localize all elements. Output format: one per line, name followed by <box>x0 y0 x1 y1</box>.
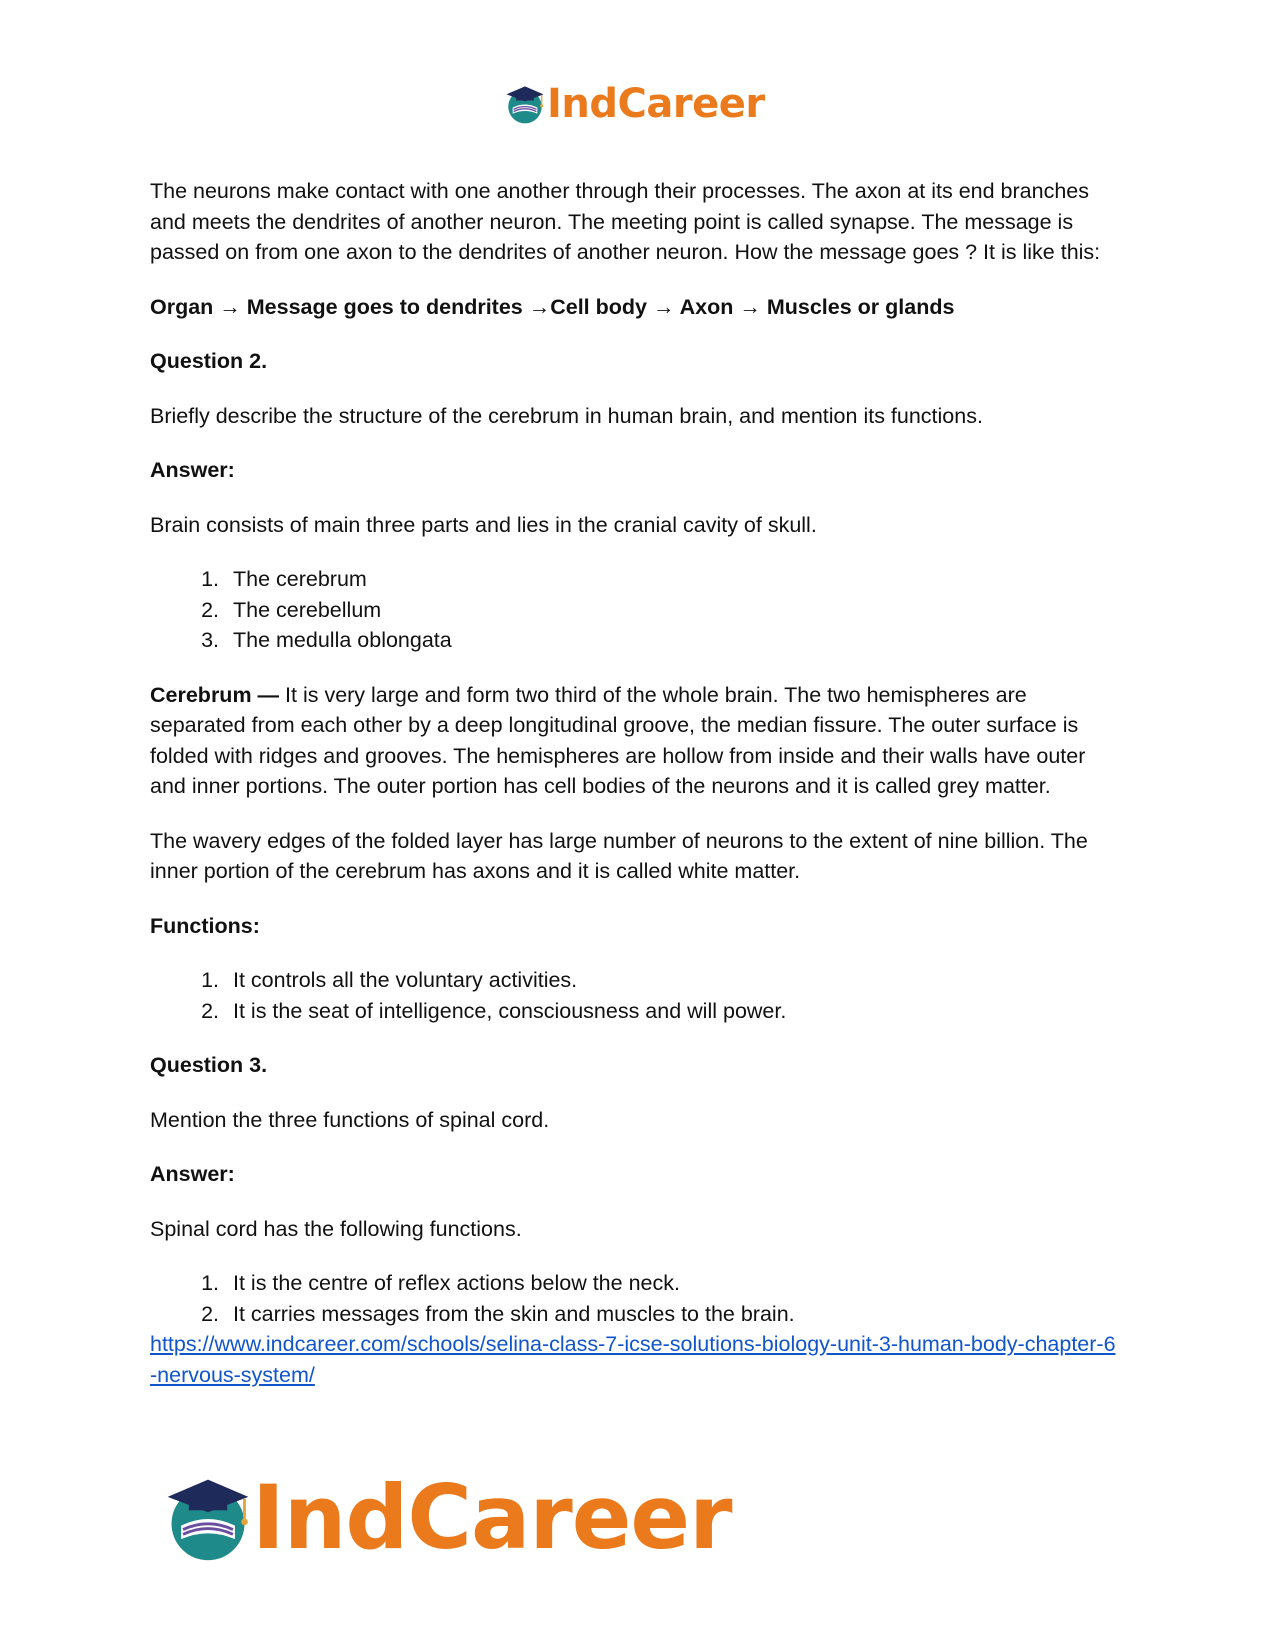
question-3-answer-intro: Spinal cord has the following functions. <box>150 1216 522 1241</box>
brand-name: IndCareer <box>547 81 765 127</box>
list-item: 2. It is the seat of intelligence, consciousness and will power. <box>225 996 1120 1027</box>
cerebrum-functions-list <box>150 965 1120 1026</box>
question-2-text: Briefly describe the structure of the cerebrum in human brain, and mention its functions. <box>150 403 983 428</box>
wavery-paragraph: The wavery edges of the folded layer has large number of neurons to the extent of nine billion. The inner portion of the cerebrum has axons and it is called white matter. <box>150 828 1088 883</box>
list-item: 1. The cerebrum <box>225 564 1120 595</box>
brand-name: IndCareer <box>252 1466 732 1569</box>
graduation-book-globe-icon <box>503 82 547 126</box>
question-2-answer-label: Answer: <box>150 458 235 482</box>
cerebrum-text: It is very large and form two third of the whole brain. The two hemispheres are separated from each other by a deep longitudinal groove, the median fissure. The outer surface is folded with ridges and grooves. The hemispheres are hollow from inside and their walls have outer and inner portions. The outer portion has cell bodies of the neurons and it is called grey matter. <box>150 682 1086 798</box>
header-logo <box>503 80 765 128</box>
cerebrum-paragraph <box>150 680 1120 802</box>
brain-parts-list <box>150 564 1120 656</box>
question-3-heading: Question 3. <box>150 1053 268 1077</box>
question-2-heading: Question 2. <box>150 349 268 373</box>
intro-paragraph: The neurons make contact with one another through their processes. The axon at its end branches and meets the dendrites of another neuron. The meeting point is called synapse. The message is passed on from one axon to the dendrites of another neuron. How the message goes ? It is like this: <box>150 179 1101 264</box>
list-item: 1. It controls all the voluntary activities. <box>225 965 1120 996</box>
cerebrum-term: Cerebrum — <box>150 682 280 707</box>
document-body <box>150 176 1120 1390</box>
list-item: 3. The medulla oblongata <box>225 625 1120 656</box>
list-item: 1. It is the centre of reflex actions below the neck. <box>225 1268 1120 1299</box>
functions-label: Functions: <box>150 913 260 938</box>
question-3-answer-label: Answer: <box>150 1162 235 1186</box>
spinal-cord-functions-list <box>150 1268 1120 1329</box>
list-item: 2. It carries messages from the skin and muscles to the brain. <box>225 1299 1120 1330</box>
question-3-text: Mention the three functions of spinal cord. <box>150 1107 550 1132</box>
question-2-answer-intro: Brain consists of main three parts and lies in the cranial cavity of skull. <box>150 512 817 537</box>
graduation-book-globe-icon <box>160 1470 256 1566</box>
footer-logo <box>160 1466 732 1570</box>
list-item: 2. The cerebellum <box>225 595 1120 626</box>
source-link[interactable]: https://www.indcareer.com/schools/selina-class-7-icse-solutions-biology-unit-3-human-body-chapter-6-nervous-system/ <box>150 1332 1116 1387</box>
flow-line: Organ → Message goes to dendrites →Cell body → Axon → Muscles or glands <box>150 294 955 319</box>
